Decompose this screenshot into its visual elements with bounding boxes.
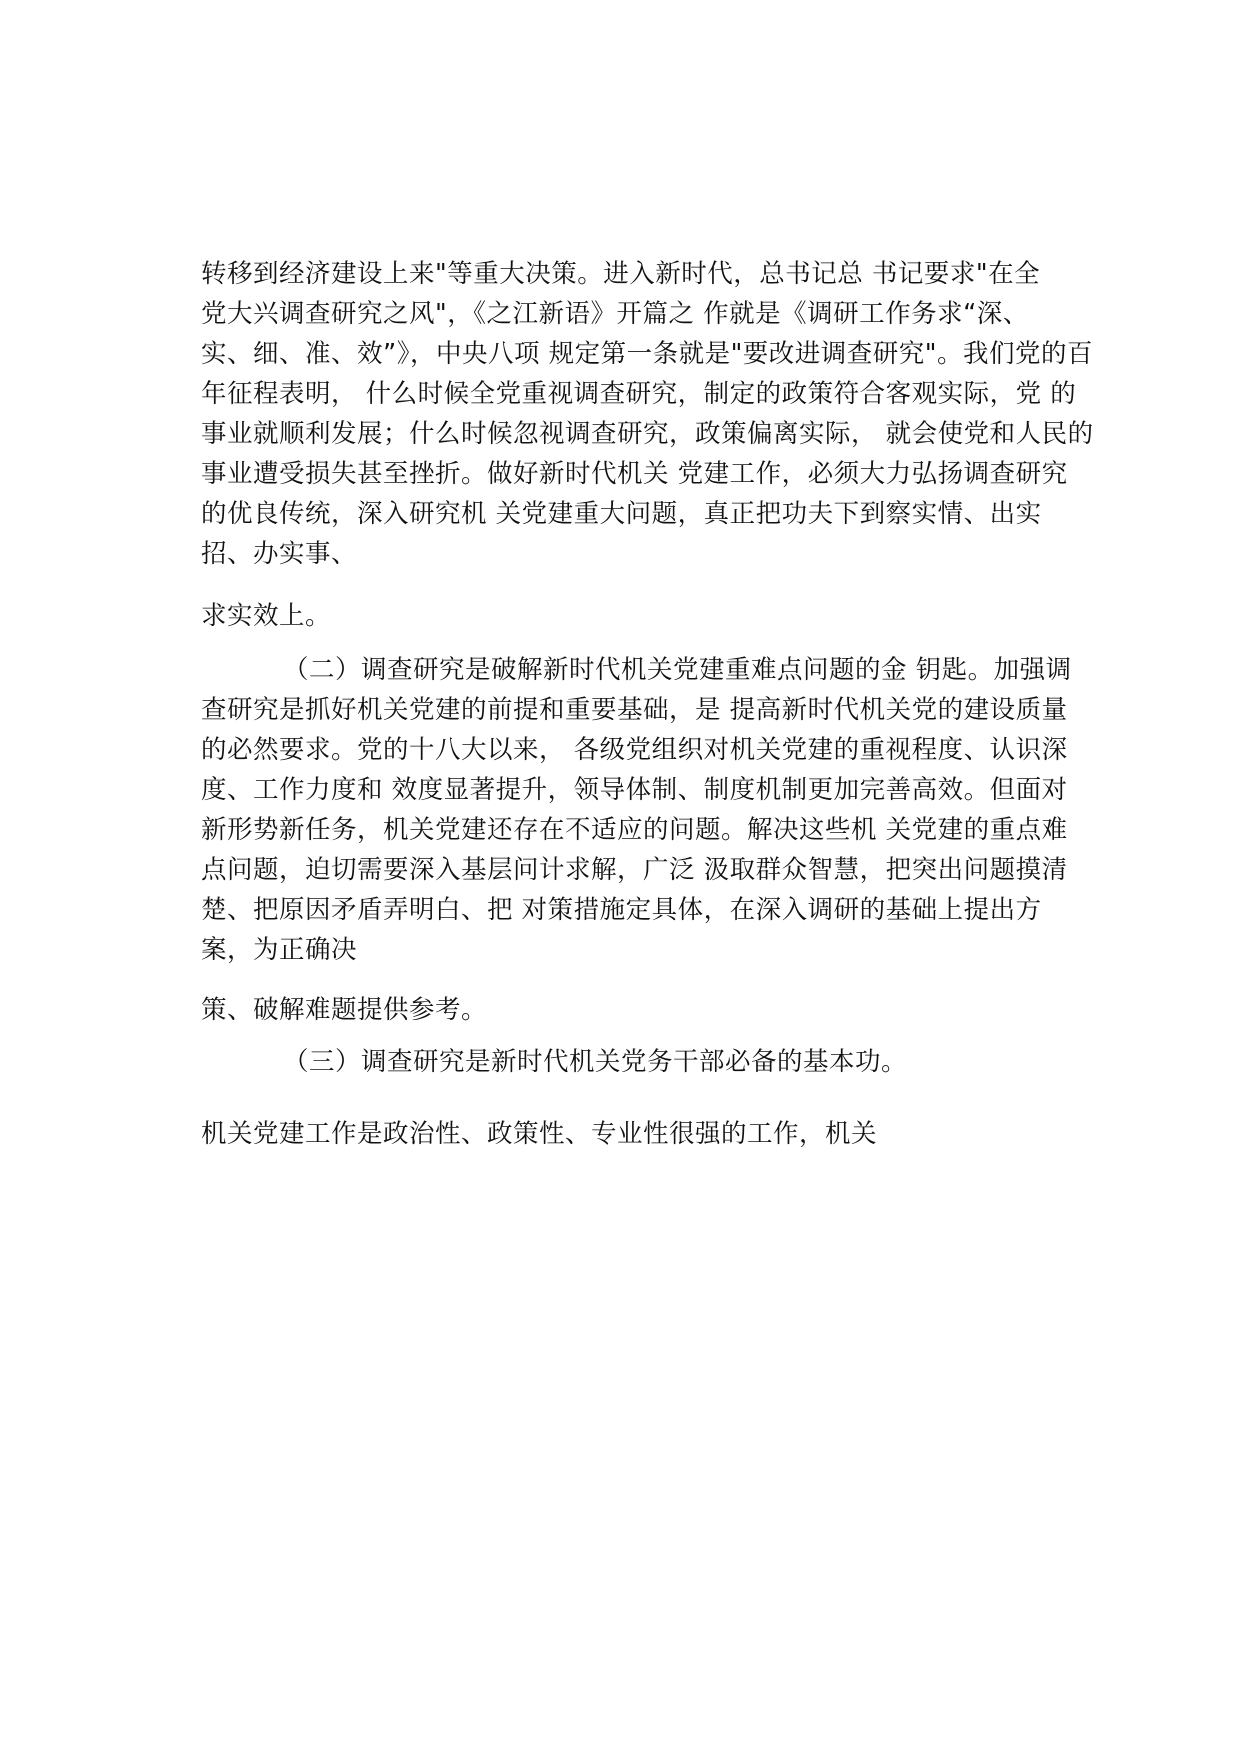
text-line: 的优良传统，深入研究机 关党建重大问题，真正把功夫下到察实情、出实 <box>201 499 1042 529</box>
text-line: 转移到经济建设上来"等重大决策。进入新时代，总书记总 书记要求"在全 <box>201 259 1041 289</box>
text-line: 求实效上。 <box>201 601 332 631</box>
text-line: 案，为正确决 <box>201 935 358 965</box>
text-line: 点问题，迫切需要深入基层问计求解，广泛 汲取群众智慧，把突出问题摸清 <box>201 855 1068 885</box>
text-line: 策、破解难题提供参考。 <box>201 995 488 1025</box>
text-line: 的必然要求。党的十八大以来， 各级党组织对机关党建的重视程度、认识深 <box>201 735 1068 765</box>
text-line: 事业遭受损失甚至挫折。做好新时代机关 党建工作，必须大力弘扬调查研究 <box>201 459 1068 489</box>
text-line: 事业就顺利发展；什么时候忽视调查研究，政策偏离实际， 就会使党和人民的 <box>201 419 1094 449</box>
text-line: 机关党建工作是政治性、政策性、专业性很强的工作，机关 <box>201 1119 878 1149</box>
text-line: 度、工作力度和 效度显著提升，领导体制、制度机制更加完善高效。但面对 <box>201 775 1068 805</box>
text-line: 楚、把原因矛盾弄明白、把 对策措施定具体，在深入调研的基础上提出方 <box>201 895 1042 925</box>
text-line: 党大兴调查研究之风"，《之江新语》开篇之 作就是《调研工作务求“深、 <box>201 299 1029 329</box>
section-heading-3: （三）调查研究是新时代机关党务干部必备的基本功。 <box>283 1047 908 1077</box>
text-line: 招、办实事、 <box>201 539 358 569</box>
text-line: 新形势新任务，机关党建还存在不适应的问题。解决这些机 关党建的重点难 <box>201 815 1068 845</box>
text-line: 实、细、准、效”》，中央八项 规定第一条就是"要改进调查研究"。我们党的百 <box>201 339 1094 369</box>
text-line: 年征程表明， 什么时候全党重视调查研究，制定的政策符合客观实际，党 的 <box>201 379 1077 409</box>
section-heading-2: （二）调查研究是破解新时代机关党建重难点问题的金 钥匙。加强调 <box>283 655 1072 685</box>
text-line: 查研究是抓好机关党建的前提和重要基础，是 提高新时代机关党的建设质量 <box>201 695 1068 725</box>
